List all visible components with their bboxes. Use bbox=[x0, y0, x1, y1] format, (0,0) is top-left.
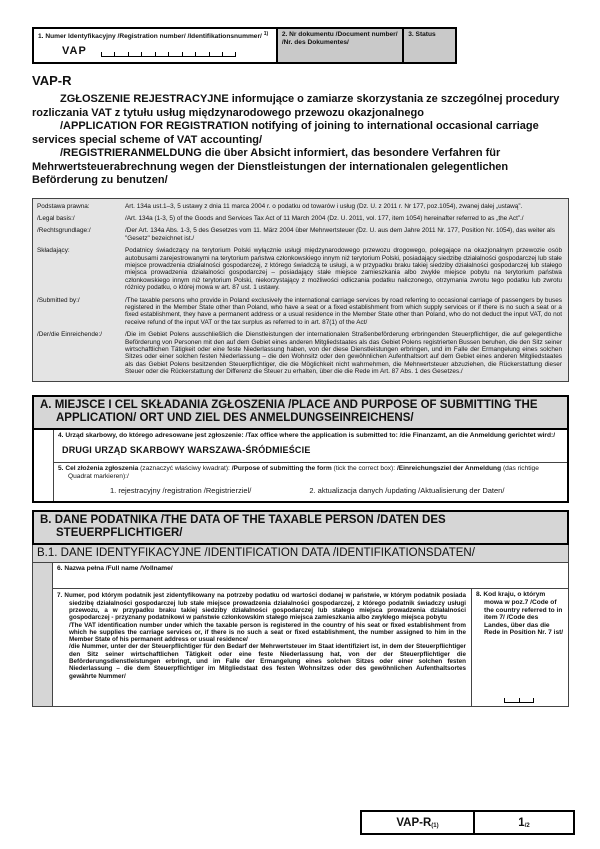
form-title-en: /APPLICATION FOR REGISTRATION notifying of joining to international occasional carriage services special scheme of VAT accounting/ bbox=[32, 120, 539, 146]
status-field[interactable] bbox=[402, 29, 455, 62]
legal-row-einreichende bbox=[37, 331, 564, 375]
purpose-option-registration[interactable]: 1. rejestracyjny /registration /Registrierziel/ bbox=[110, 486, 252, 496]
vat-number-label-de: /die Nummer, unter der der Steuerpflichtiger für den Bedarf der Mehrwertsteuer im Staat identifiziert ist, in dem der Steuerpflichtiger den Sitz seiner wirtschaftlichen Tätigkeit oder eine feste Niederlassung hat, von der der Steuerpflichtiger die Beförderungsdienstleistungen erbringt, und im Falle der Ermangelung eines solchen Sitzes oder einer solchen festen Niederlassung – die dem Steuerpflichtiger im Mitgliedstaat des festen Wohnsitzes oder des gewöhnlichen Aufenthaltsortes gewährte Nummer/ bbox=[69, 643, 466, 680]
purpose-label-part: /Purpose of submitting the form bbox=[231, 465, 334, 473]
tax-office-value[interactable]: DRUGI URZĄD SKARBOWY WARSZAWA-ŚRÓDMIEŚCIE bbox=[62, 445, 311, 456]
footer-page-total: /2 bbox=[524, 823, 530, 829]
country-code-label: 8. Kod kraju, o którym mowa w poz.7 /Code of the country referred to in item 7/ /Code des Landes, über das die Rede in Position Nr. 7 ist/ bbox=[476, 591, 564, 637]
registration-number-label bbox=[38, 31, 272, 41]
legal-row-label: /Der/die Einreichende:/ bbox=[37, 331, 103, 339]
footer-form-code-sub: (1) bbox=[431, 823, 439, 829]
registration-number-input[interactable] bbox=[101, 52, 236, 57]
form-page bbox=[32, 0, 569, 707]
purpose-option-updating[interactable]: 2. aktualizacja danych /updating /Aktualisierung der Daten/ bbox=[309, 486, 505, 496]
document-number-field[interactable] bbox=[276, 29, 402, 62]
tax-office-label: 4. Urząd skarbowy, do którego adresowane jest zgłoszenie: /Tax office where the application is submitted to: /die Finanzamt, an die Anmeldung gerichtet wird:/ bbox=[58, 431, 556, 439]
legal-row-rechtsgrundlage bbox=[37, 227, 564, 242]
purpose-label-part: (zaznaczyć właściwy kwadrat): bbox=[140, 465, 232, 473]
form-code: VAP-R bbox=[32, 73, 72, 88]
form-title-pl: ZGŁOSZENIE REJESTRACYJNE informujące o zamiarze skorzystania ze szczególnej procedury rozliczania VAT z tytułu usług międzynarodowego przewozu okazjonalnego bbox=[32, 93, 560, 119]
purpose-label-part: (tick the correct box): bbox=[333, 465, 397, 473]
registration-number-field bbox=[34, 29, 276, 62]
section-a-body bbox=[32, 430, 569, 504]
legal-row-label: /Submitted by:/ bbox=[37, 296, 80, 304]
legal-row-legal-basis bbox=[37, 215, 564, 222]
legal-row-text: /The taxable persons who provide in Poland exclusively the international carriage services by road referring to occasional carriage of passengers by buses registered in the Member State other than Poland, who have a seat or a fixed establishment from which supply services or if there is no such a seat or a fixed establishment, they have a permanent address or a usual residence in the Member State other than Poland, who do not deduct the input VAT, do not receive refund of the input VAT or the tax surplus as referred to in art. 87(1) of the Act/ bbox=[125, 296, 562, 326]
country-code-box[interactable] bbox=[472, 589, 568, 706]
legal-row-text: /Der Art. 134a Abs. 1-3, 5 des Gesetzes vom 11. März 2004 über Mehrwertsteuer (Dz. U. aus dem Jahre 2011 Nr. 177, Position Nr. 1054), das weiter als "Gesetz" bezeichnet ist./ bbox=[125, 227, 555, 242]
vat-number-box[interactable] bbox=[53, 589, 472, 706]
legal-row-label: Składający: bbox=[37, 247, 70, 255]
legal-row-skladajacy bbox=[37, 247, 564, 291]
legal-basis-block bbox=[32, 198, 569, 382]
form-title-de: /REGISTRIERANMELDUNG die über Absicht informiert, das besondere Verfahren für Mehrwertsteuerabrechnung wegen der Dienstleistungen der internationalen gelegentlichen Beförderung zu benutzen/ bbox=[32, 147, 509, 186]
section-b-header: B. DANE PODATNIKA /THE DATA OF THE TAXABLE PERSON /DATEN DES STEUERPFLICHTIGER/ bbox=[32, 510, 569, 545]
id-header-row bbox=[32, 27, 457, 64]
purpose-label bbox=[58, 465, 563, 480]
status-label: 3. Status bbox=[408, 31, 436, 38]
tax-office-box bbox=[54, 430, 567, 464]
legal-row-label: Podstawa prawna: bbox=[37, 202, 90, 210]
section-b1-body bbox=[32, 563, 569, 707]
purpose-box bbox=[54, 463, 567, 501]
legal-row-text: Podatnicy świadczący na terytorium Polski wyłącznie usługi międzynarodowego przewozu drogowego, polegające na okazjonalnym przewozie osób autobusami zarejestrowanymi na terytorium państwa członkowskiego innym niż terytorium Polski, posiadający siedzibę działalności gospodarczej lub stałe miejsce prowadzenia działalności gospodarczej, z którego świadczą te usługi, a w przypadku braku takiej siedziby działalności gospodarczej lub stałego miejsca prowadzenia działalności gospodarczej – posiadający stałe miejsce zamieszkania albo zwykłe miejsce pobytu na terytorium państwa członkowskiego innym niż terytorium Polski, niekorzystający z możliwości odliczania podatku naliczonego, otrzymania zwrotu tego podatku lub zwrotu różnicy podatku, o której mowa w art. 87 ust. 1 ustawy. bbox=[125, 247, 562, 292]
legal-row-label: /Legal basis:/ bbox=[37, 214, 75, 222]
vap-prefix: VAP bbox=[62, 45, 87, 57]
full-name-label: 6. Nazwa pełna /Full name /Vollname/ bbox=[57, 565, 173, 573]
footer-form-code bbox=[362, 812, 475, 833]
legal-row-text: /Die im Gebiet Polens ausschließlich die Dienstleistungen der internationalen Straßenbeförderung erbringenden Steuerpflichtiger, die auf gelegentliche Beförderung von Personen mit den auf dem Gebiet eines anderen Mitgliedstaates als das Gebiet Polens registrierten Bussen beruhen, die den Sitz seiner wirtschaftlichen Tätigkeit oder eine feste Niederlassung haben, von der diese Dienstleistungen erbringen, und im Falle der Ermangelung eines solchen Sitzes oder einer solchen festen Niederlassung – die den Wohnsitz oder den gewöhnlichen Aufenthaltsort auf dem Gebiet eines anderen Mitgliedstaates als das Gebiet Polens besitzenden Steuerpflichtiger, die die Möglichkeit nicht wahrnehmen, die Mehrwertsteuer abzuziehen, die Rückerstattung dieser Steuer oder die Rückerstattung der Differenz die Steuer zu erhalten, über die die Rede im Art. 87 Abs. 1 des Gesetzes./ bbox=[125, 331, 562, 376]
page-footer bbox=[360, 810, 575, 835]
footer-page-number bbox=[475, 812, 573, 833]
registration-number-label-text: 1. Numer Identyfikacyjny /Registration number/ /Identifikationsnummer/ bbox=[38, 33, 262, 41]
section-a-header: A. MIEJSCE I CEL SKŁADANIA ZGŁOSZENIA /PLACE AND PURPOSE OF SUBMITTING THE APPLICATION/ ORT UND ZIEL DES ANMELDUNGSEINREICHENS/ bbox=[32, 395, 569, 430]
section-b1-header: B.1. DANE IDENTYFIKACYJNE /IDENTIFICATION DATA /IDENTIFIKATIONSDATEN/ bbox=[32, 545, 569, 563]
legal-row-submitted-by bbox=[37, 297, 564, 327]
legal-row-podstawa bbox=[37, 203, 564, 210]
country-code-input[interactable] bbox=[504, 698, 534, 703]
full-name-box[interactable] bbox=[53, 563, 568, 589]
legal-row-text: Art. 134a ust.1–3, 5 ustawy z dnia 11 marca 2004 r. o podatku od towarów i usług (Dz. U. z 2011 r. Nr 177, poz.1054), zwanej dalej „ustawą”. bbox=[125, 202, 523, 210]
purpose-label-part: /Einreichungsziel der Anmeldung bbox=[396, 465, 503, 473]
vat-number-label-en: /The VAT identification number under which the taxable person is registered in the country of his seat or fixed establishment from which he supplies the carriage services or, if there is no such a seat or fixed establishment, the number assigned to him in the Member State of his permanent address or usual residence/ bbox=[69, 621, 466, 644]
footer-form-code-text: VAP-R bbox=[396, 816, 432, 829]
vat-number-label-pl: 7. Numer, pod którym podatnik jest zidentyfikowany na potrzeby podatku od wartości dodanej w państwie, w którym podatnik posiada siedzibę działalności gospodarczej lub stałe miejsce prowadzenia działalności gospodarczej, z którego podatnik świadczy usługi przewozu, a w przypadku braku takiej siedziby działalności gospodarczej lub stałego miejsca prowadzenia działalności gospodarczej - przyznany podatnikowi w państwie członkowskim stałego miejsca zamieszkania albo zwykłego miejsca pobytu bbox=[57, 592, 466, 622]
legal-row-text: /Art. 134a (1-3, 5) of the Goods and Services Tax Act of 11 March 2004 (Dz. U. 2011, vol. 177, item 1054) hereinafter referred to as „the Act”./ bbox=[125, 214, 524, 222]
purpose-label-part: 5. Cel złożenia zgłoszenia bbox=[58, 465, 141, 473]
footer-page-current: 1 bbox=[518, 816, 525, 829]
registration-number-footnote: 1) bbox=[263, 31, 269, 37]
legal-row-label: /Rechtsgrundlage:/ bbox=[37, 227, 91, 235]
document-number-label: 2. Nr dokumentu /Document number/ /Nr. des Dokumentes/ bbox=[281, 31, 398, 46]
section-a-left-strip bbox=[34, 430, 54, 502]
section-b1-left-strip bbox=[33, 563, 53, 706]
form-title bbox=[32, 93, 569, 188]
purpose-label-part: (das richtige Quadrat markieren):/ bbox=[68, 465, 539, 480]
